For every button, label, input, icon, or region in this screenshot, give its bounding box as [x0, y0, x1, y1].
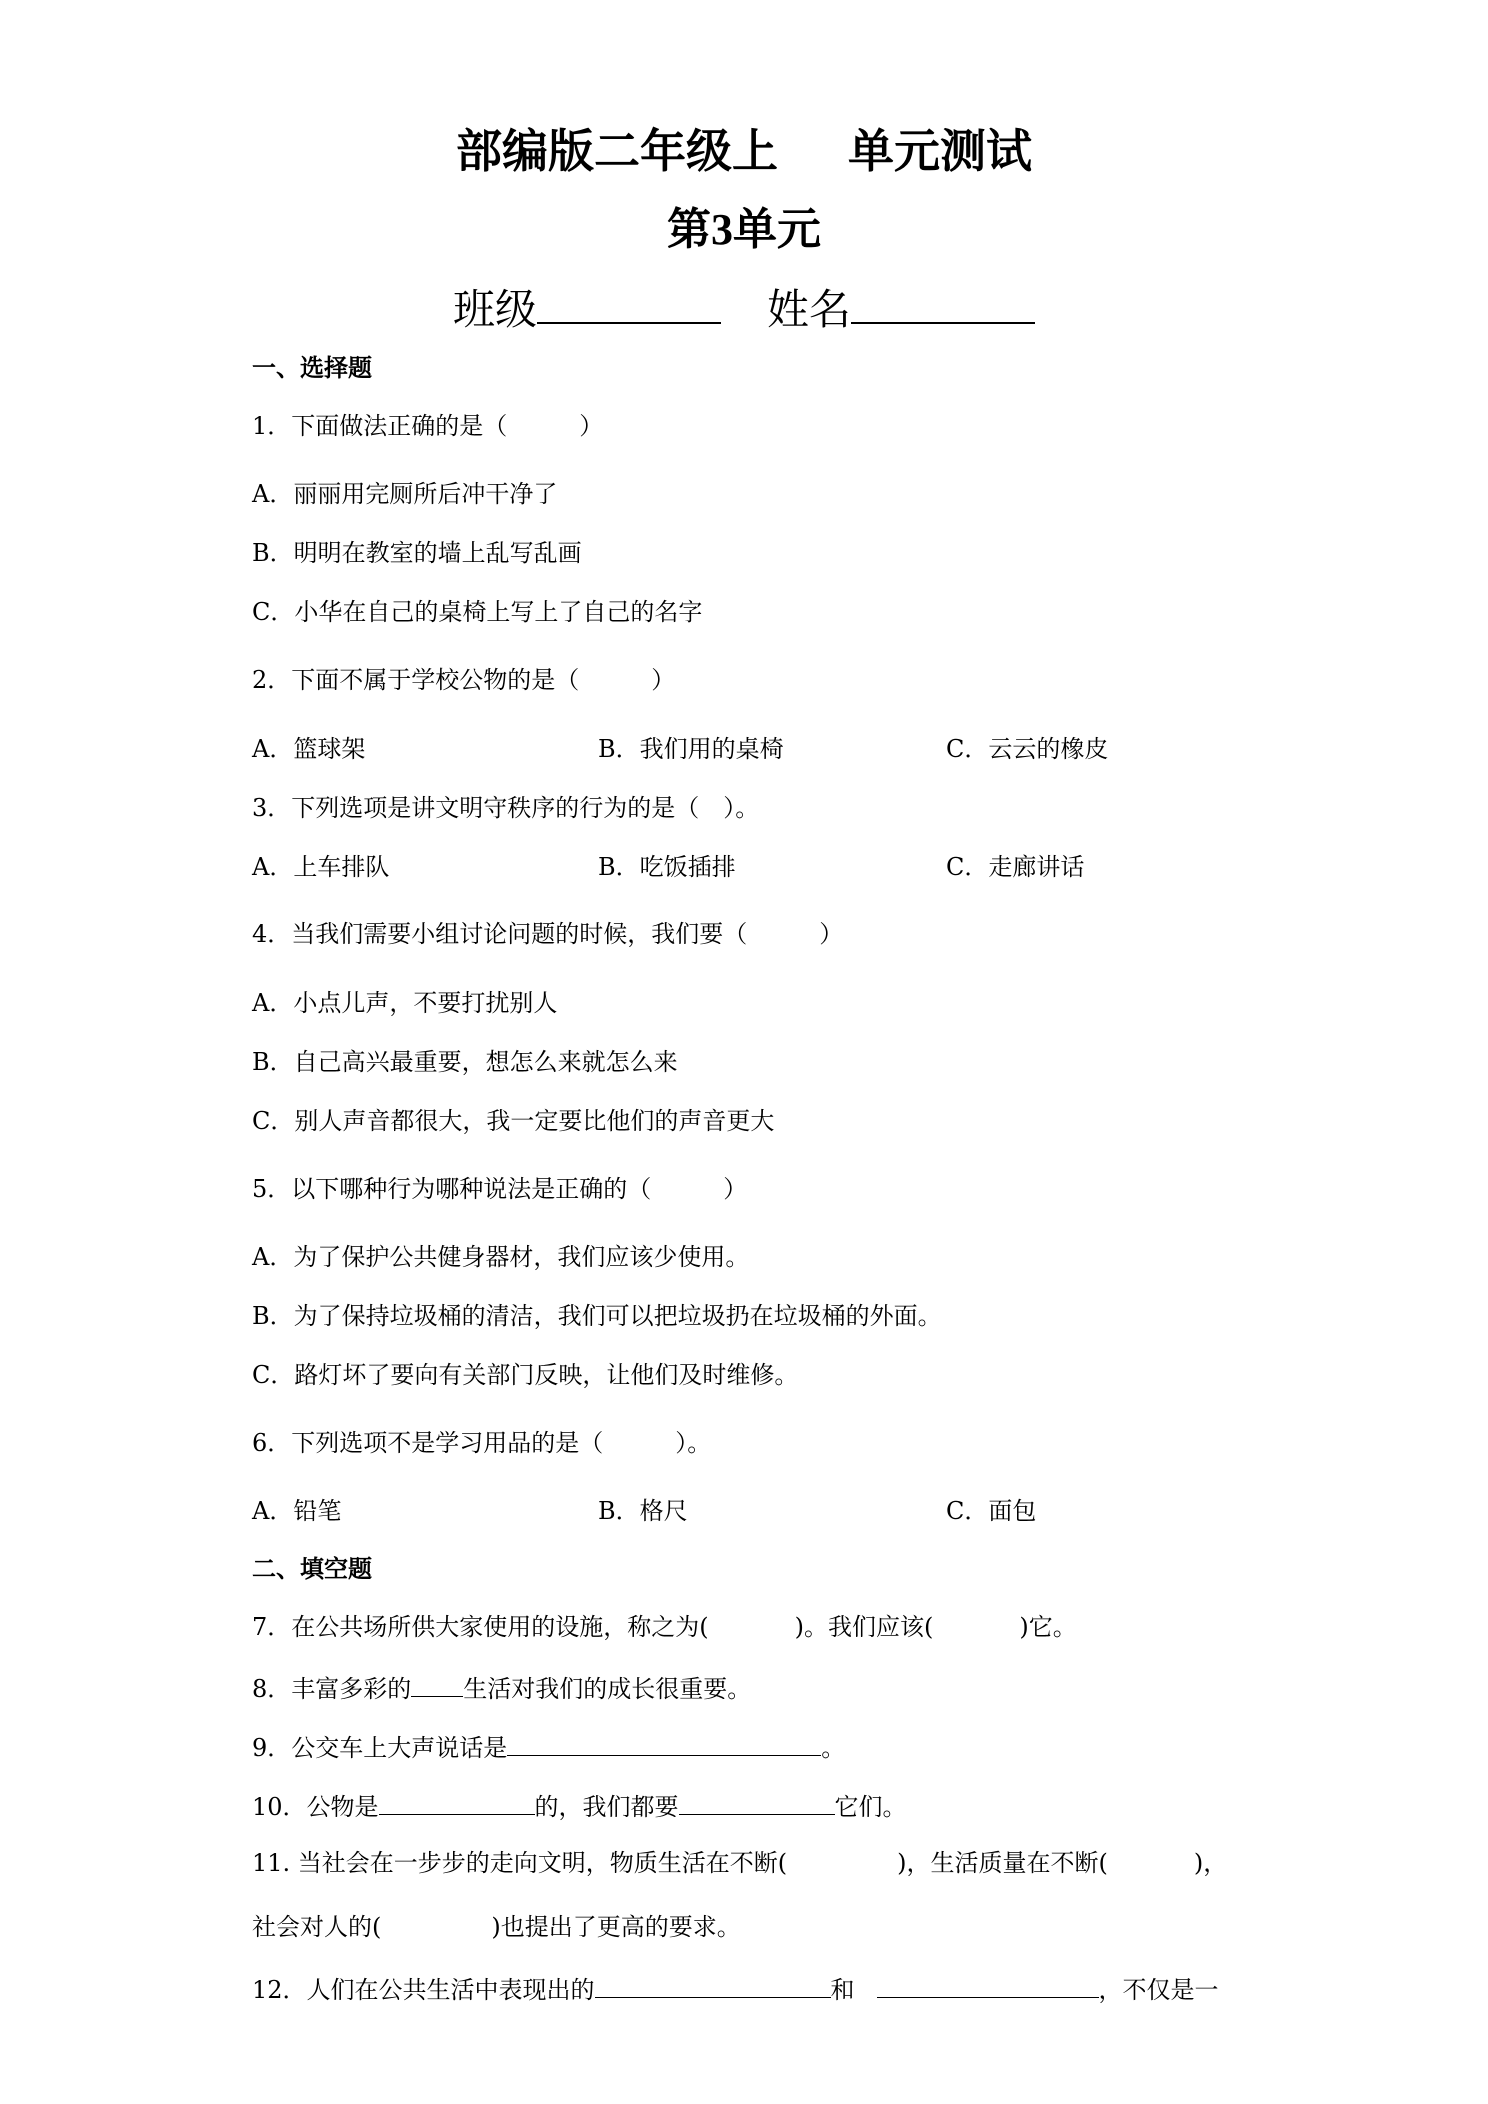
question-12-blank-1[interactable] [595, 1975, 831, 1998]
unit-title [0, 204, 1488, 255]
question-10-part-3: 它们。 [834, 1793, 907, 1821]
title-grade: 部编版二年级上 [456, 124, 778, 178]
name-label: 姓名 [767, 285, 852, 334]
question-6-option-a: A．铅笔 [252, 1497, 342, 1525]
question-3-option-a: A．上车排队 [252, 853, 390, 881]
question-4-option-c: C．别人声音都很大，我一定要比他们的声音更大 [252, 1107, 775, 1135]
question-11-part-4: 社会对人的( [252, 1913, 382, 1941]
question-8 [252, 1674, 751, 1701]
question-3-option-b: B．吃饭插排 [598, 853, 736, 881]
class-blank[interactable] [537, 288, 721, 324]
question-7-part-1: 7．在公共场所供大家使用的设施，称之为( [252, 1613, 709, 1641]
question-7 [252, 1615, 1077, 1639]
question-5-stem: 5．以下哪种行为哪种说法是正确的（ ） [252, 1175, 748, 1203]
question-11-line-2 [252, 1915, 741, 1939]
question-2-option-a: A．篮球架 [252, 735, 366, 763]
question-1-option-b: B．明明在教室的墙上乱写乱画 [252, 539, 582, 567]
question-8-part-2: 生活对我们的成长很重要。 [463, 1675, 752, 1703]
page-title [0, 124, 1488, 178]
question-2-option-c: C．云云的橡皮 [946, 735, 1109, 763]
question-1-option-a: A．丽丽用完厕所后冲干净了 [252, 480, 558, 508]
question-6-option-c: C．面包 [946, 1497, 1037, 1525]
question-7-part-3: )它。 [1019, 1613, 1077, 1641]
question-9-part-1: 9．公交车上大声说话是 [252, 1734, 508, 1762]
unit-prefix: 第 [667, 204, 711, 255]
student-info-line [0, 285, 1488, 334]
question-8-blank[interactable] [411, 1674, 463, 1697]
question-1-option-c: C．小华在自己的桌椅上写上了自己的名字 [252, 598, 703, 626]
question-12-blank-2[interactable] [877, 1975, 1099, 1998]
question-8-part-1: 8．丰富多彩的 [252, 1675, 412, 1703]
question-4-stem: 4．当我们需要小组讨论问题的时候，我们要（ ） [252, 920, 844, 948]
question-4-option-b: B．自己高兴最重要，想怎么来就怎么来 [252, 1048, 678, 1076]
question-6-option-b: B．格尺 [598, 1497, 688, 1525]
question-2-stem: 2．下面不属于学校公物的是（ ） [252, 666, 676, 694]
section-fill-heading: 二、填空题 [252, 1555, 372, 1583]
question-4-option-a: A．小点儿声，不要打扰别人 [252, 989, 558, 1017]
question-12-part-1: 12．人们在公共生活中表现出的 [252, 1976, 595, 2004]
question-10-part-1: 10．公物是 [252, 1793, 379, 1821]
unit-suffix: 单元 [733, 204, 821, 255]
question-10 [252, 1792, 907, 1819]
question-7-part-2: )。我们应该( [794, 1613, 934, 1641]
question-10-blank-1[interactable] [379, 1792, 535, 1815]
question-6-stem: 6．下列选项不是学习用品的是（ ）。 [252, 1429, 712, 1457]
question-11-part-3: )， [1193, 1849, 1228, 1877]
question-10-part-2: 的，我们都要 [534, 1793, 679, 1821]
question-1-stem: 1．下面做法正确的是（ ） [252, 412, 604, 440]
question-12 [252, 1975, 1219, 2002]
question-12-part-2: 和 [830, 1976, 855, 2004]
question-11-line-1 [252, 1851, 1227, 1875]
question-11-part-2: )，生活质量在不断( [897, 1849, 1108, 1877]
question-5-option-c: C．路灯坏了要向有关部门反映，让他们及时维修。 [252, 1361, 799, 1389]
question-9-blank[interactable] [507, 1733, 821, 1756]
class-label: 班级 [452, 285, 537, 334]
question-12-part-3: ，不仅是一 [1098, 1976, 1219, 2004]
question-9-part-2: 。 [821, 1734, 846, 1762]
question-3-stem: 3．下列选项是讲文明守秩序的行为的是（ ）。 [252, 794, 760, 822]
question-5-option-b: B．为了保持垃圾桶的清洁，我们可以把垃圾扔在垃圾桶的外面。 [252, 1302, 942, 1330]
question-5-option-a: A．为了保护公共健身器材，我们应该少使用。 [252, 1243, 750, 1271]
question-3-option-c: C．走廊讲话 [946, 853, 1085, 881]
question-11-part-1: 11. 当社会在一步步的走向文明，物质生活在不断( [252, 1849, 788, 1877]
question-10-blank-2[interactable] [679, 1792, 835, 1815]
question-9 [252, 1733, 845, 1760]
question-2-option-b: B．我们用的桌椅 [598, 735, 784, 763]
name-blank[interactable] [851, 288, 1035, 324]
section-choice-heading: 一、选择题 [252, 354, 372, 382]
question-11-part-5: )也提出了更高的要求。 [491, 1913, 741, 1941]
title-test: 单元测试 [848, 124, 1032, 178]
unit-number: 3 [711, 205, 733, 254]
